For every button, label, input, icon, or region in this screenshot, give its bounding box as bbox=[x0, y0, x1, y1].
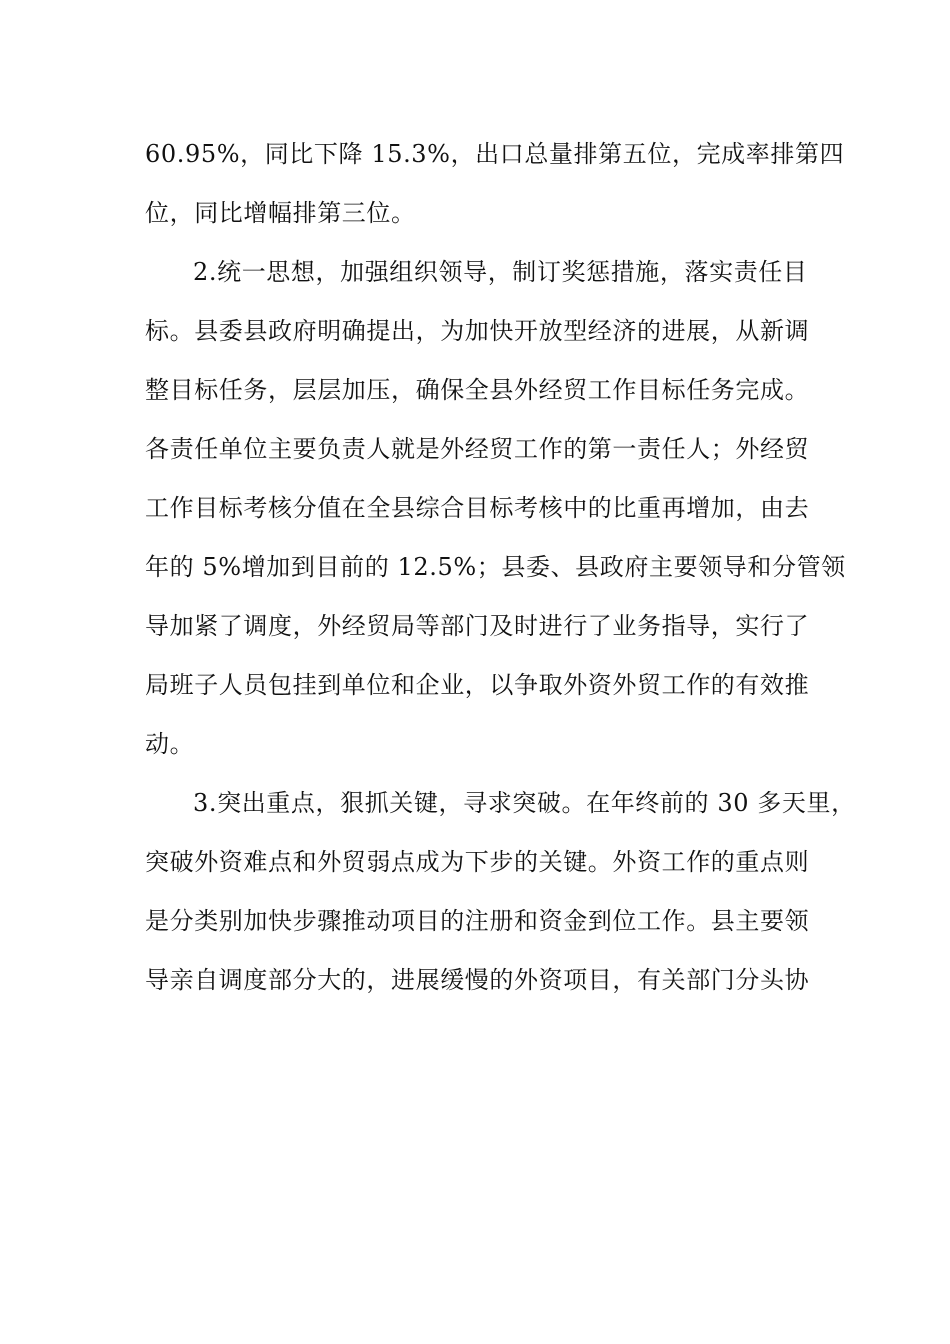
paragraph-3-start: 3.突出重点，狠抓关键，寻求突破。在年终前的 30 多天里， bbox=[193, 789, 856, 817]
text-line: 局班子人员包挂到单位和企业，以争取外资外贸工作的有效推 bbox=[145, 671, 810, 699]
text-line: 整目标任务，层层加压，确保全县外经贸工作目标任务完成。 bbox=[145, 376, 810, 404]
text-line: 各责任单位主要负责人就是外经贸工作的第一责任人；外经贸 bbox=[145, 435, 810, 463]
text-line: 工作目标考核分值在全县综合目标考核中的比重再增加，由去 bbox=[145, 494, 810, 522]
text-line: 年的 5%增加到目前的 12.5%；县委、县政府主要领导和分管领 bbox=[145, 553, 846, 581]
text-line: 导亲自调度部分大的，进展缓慢的外资项目，有关部门分头协 bbox=[145, 966, 810, 994]
text-line: 导加紧了调度，外经贸局等部门及时进行了业务指导，实行了 bbox=[145, 612, 810, 640]
text-line: 位，同比增幅排第三位。 bbox=[145, 199, 416, 227]
text-line: 是分类别加快步骤推动项目的注册和资金到位工作。县主要领 bbox=[145, 907, 810, 935]
document-body bbox=[145, 133, 856, 1018]
text-line: 突破外资难点和外贸弱点成为下步的关键。外资工作的重点则 bbox=[145, 848, 810, 876]
text-line: 60.95%，同比下降 15.3%，出口总量排第五位，完成率排第四 bbox=[145, 140, 845, 168]
paragraph-2-start: 2.统一思想，加强组织领导，制订奖惩措施，落实责任目 bbox=[193, 258, 808, 286]
text-line: 动。 bbox=[145, 730, 195, 758]
text-line: 标。县委县政府明确提出，为加快开放型经济的进展，从新调 bbox=[145, 317, 810, 345]
